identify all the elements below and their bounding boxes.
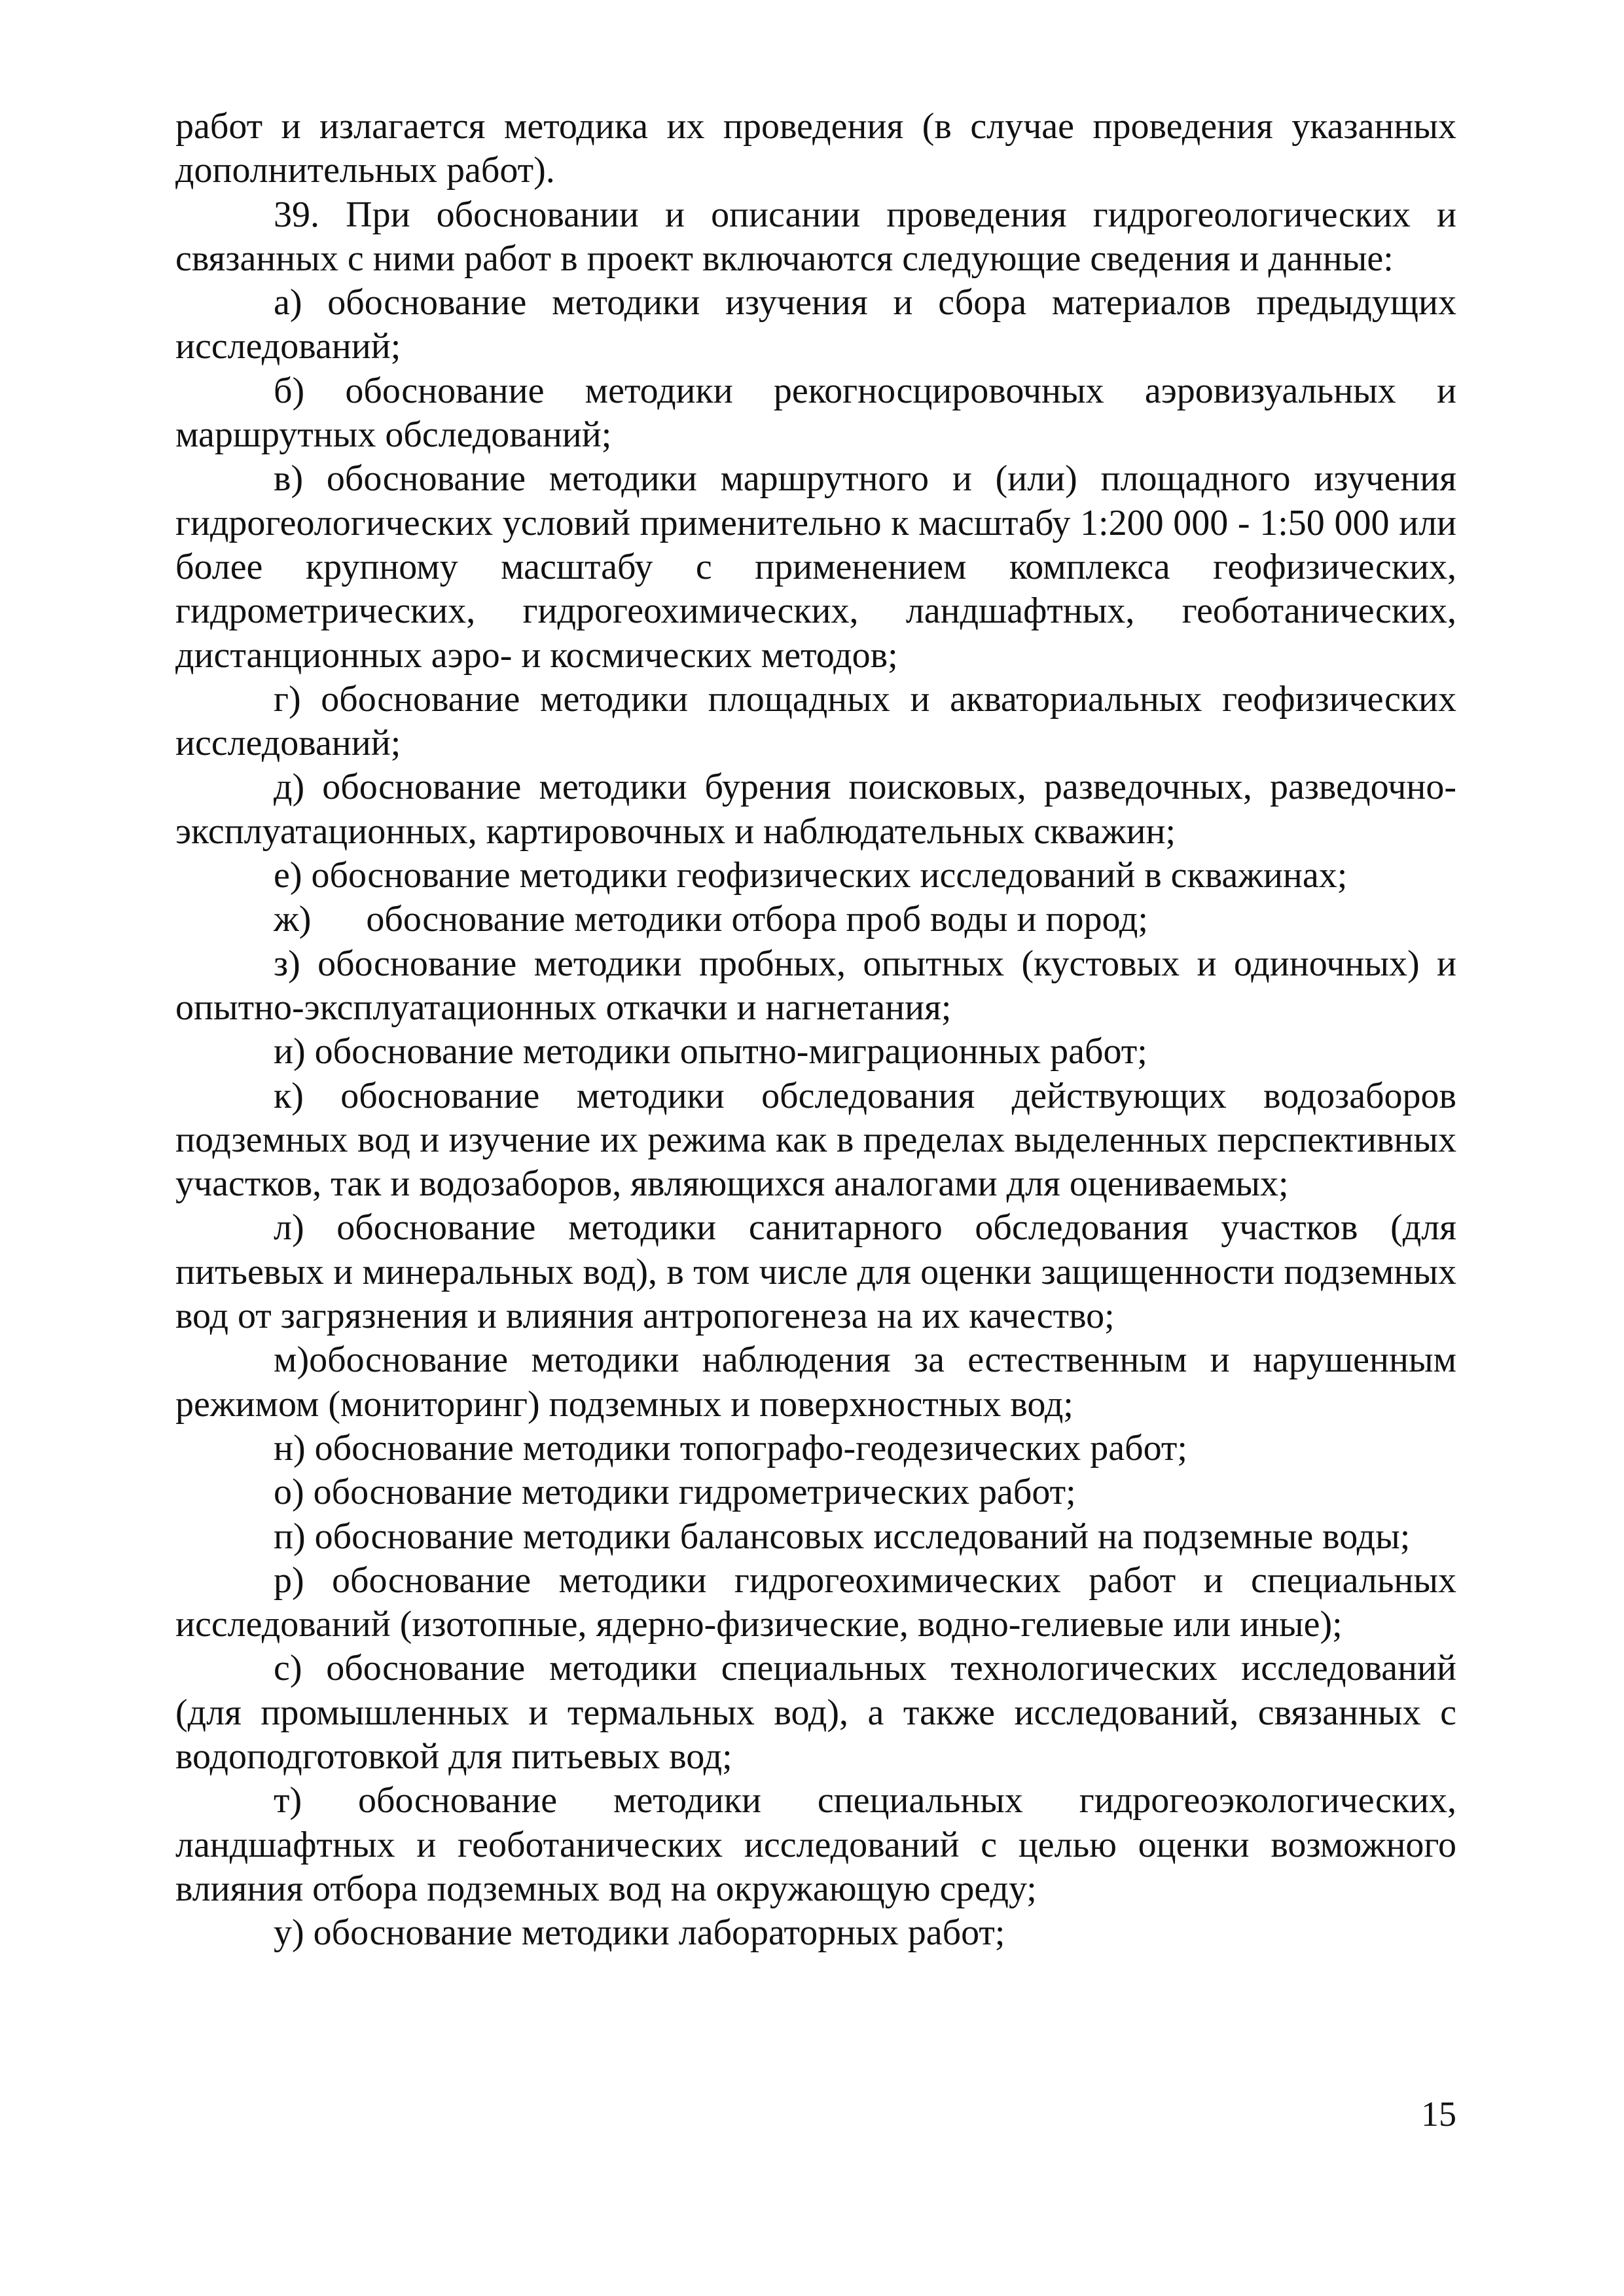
list-item-a: а) обоснование методики изучения и сбора материалов предыдущих исследований;: [175, 282, 1456, 367]
list-item-i: и) обоснование методики опытно-миграционных работ;: [274, 1031, 1147, 1072]
list-item-r: р) обоснование методики гидрогеохимических работ и специальных исследований (изотопные, ядерно-физические, водно-гелиевые или иные);: [175, 1559, 1456, 1645]
list-item-o: о) обоснование методики гидрометрических работ;: [274, 1472, 1076, 1513]
list-item-m: м)обоснование методики наблюдения за естественным и нарушенным режимом (мониторинг) подземных и поверхностных вод;: [175, 1339, 1456, 1425]
list-item-n: н) обоснование методики топографо-геодезических работ;: [274, 1427, 1187, 1468]
list-item-s: с) обоснование методики специальных технологических исследований (для промышленных и термальных вод), а также исследований, связанных с водоподготовкой для питьевых вод;: [175, 1648, 1456, 1777]
paragraph-continuation: работ и излагается методика их проведения (в случае проведения указанных дополнительных работ).: [175, 106, 1456, 191]
list-item-p: п) обоснование методики балансовых исследований на подземные воды;: [274, 1516, 1411, 1557]
list-item-zh: ж) обоснование методики отбора проб воды и пород;: [274, 899, 1148, 940]
list-item-e: е) обоснование методики геофизических исследований в скважинах;: [274, 855, 1348, 896]
list-item-t: т) обоснование методики специальных гидрогеоэкологических, ландшафтных и геоботанических исследований с целью оценки возможного влияния отбора подземных вод на окружающую среду;: [175, 1780, 1456, 1909]
list-item-l: л) обоснование методики санитарного обследования участков (для питьевых и минеральных вод), в том числе для оценки защищенности подземных вод от загрязнения и влияния антропогенеза на их качество;: [175, 1207, 1456, 1337]
paragraph-item-39: 39. При обосновании и описании проведения гидрогеологических и связанных с ними работ в проект включаются следующие сведения и данные:: [175, 194, 1456, 279]
list-item-z: з) обоснование методики пробных, опытных (кустовых и одиночных) и опытно-эксплуатационных откачки и нагнетания;: [175, 943, 1456, 1028]
list-item-g: г) обоснование методики площадных и акваториальных геофизических исследований;: [175, 678, 1456, 764]
page-number: 15: [1421, 2094, 1456, 2134]
list-item-k: к) обоснование методики обследования действующих водозаборов подземных вод и изучение их режима как в пределах выделенных перспективных участков, так и водозаборов, являющихся аналогами для оцениваемых;: [175, 1075, 1456, 1205]
document-page: [175, 105, 1456, 1955]
list-item-v: в) обоснование методики маршрутного и (или) площадного изучения гидрогеологических условий применительно к масштабу 1:200 000 - 1:50 000 или более крупному масштабу с применением комплекса геофизических, гидрометрических, гидрогеохимических, ландшафтных, геоботанических, дистанционных аэро- и космических методов;: [175, 458, 1456, 676]
list-item-b: б) обоснование методики рекогносцировочных аэровизуальных и маршрутных обследований;: [175, 370, 1456, 456]
list-item-u: у) обоснование методики лабораторных работ;: [274, 1912, 1005, 1954]
list-item-d: д) обоснование методики бурения поисковых, разведочных, разведочно-эксплуатационных, картировочных и наблюдательных скважин;: [175, 767, 1456, 852]
